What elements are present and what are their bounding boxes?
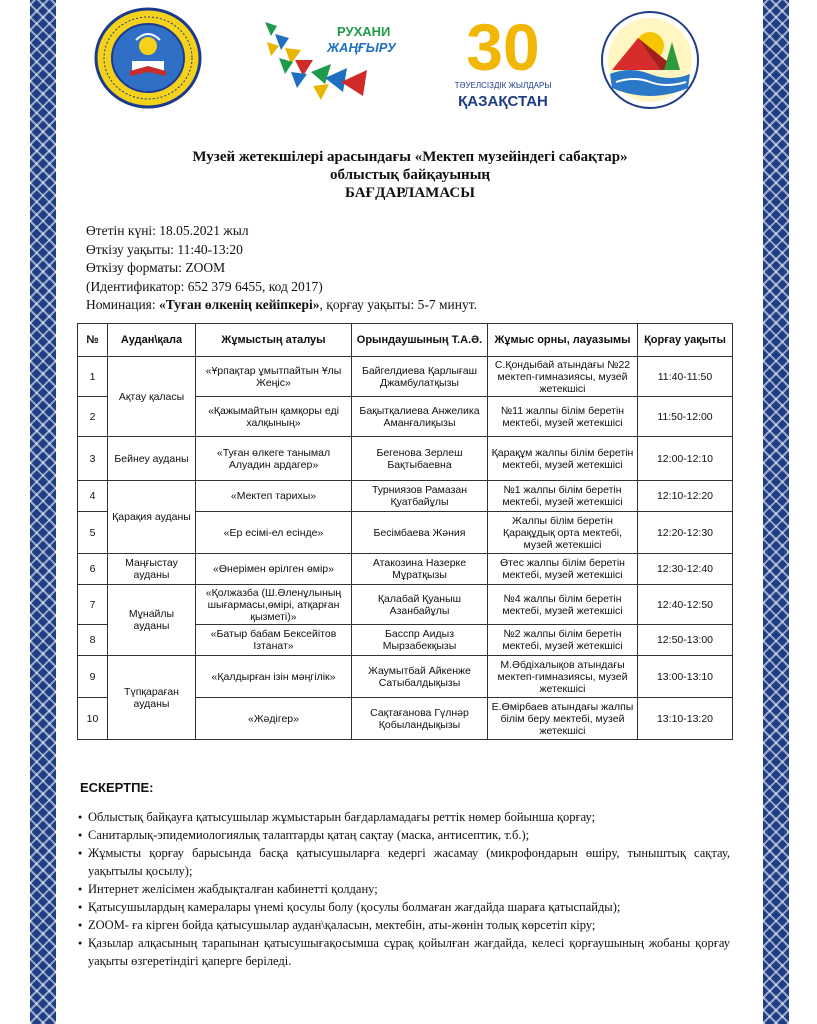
author-cell: Басспр Аидыз Мырзабекқызы (352, 625, 488, 656)
row-number: 2 (78, 397, 108, 437)
district-cell: Қарақия ауданы (108, 481, 196, 554)
author-cell: Сақтағанова Гүлнәр Қобыландықызы (352, 698, 488, 740)
table-header-row (78, 324, 733, 357)
note-item: ● Қазылар алқасының тарапынан қатысушығақосымша сұрақ қойылған жағдайда, келесі қорғаушының жобаны қорғау уақыты өзгеретіндігі қаперге беріледі. (78, 934, 730, 970)
table-row (78, 481, 733, 512)
svg-text:30: 30 (466, 10, 540, 84)
row-number: 8 (78, 625, 108, 656)
header-district: Аудан\қала (108, 324, 196, 357)
zoom-identifier: (Идентификатор: 652 379 6455, код 2017) (86, 278, 323, 294)
independence-30-years-logo (448, 8, 558, 112)
table-row (78, 357, 733, 397)
row-number: 5 (78, 512, 108, 554)
time-cell: 13:10-13:20 (638, 698, 733, 740)
event-format: Өткізу форматы: ZOOM (86, 260, 226, 275)
time-cell: 12:30-12:40 (638, 554, 733, 585)
row-number: 1 (78, 357, 108, 397)
title-line-1: Музей жетекшілері арасындағы «Мектеп музейіндегі сабақтар» (192, 149, 628, 165)
row-number: 4 (78, 481, 108, 512)
row-number: 9 (78, 656, 108, 698)
note-item: ● ZOOM- ға кірген бойда қатысушылар аудан\қаласын, мектебін, аты-жөнін толық көрсетіп кіру; (78, 916, 730, 934)
workplace-cell: Жалпы білім беретін Қарақұдық орта мектебі, музей жетекшісі (488, 512, 638, 554)
notes-list (78, 808, 730, 970)
author-cell: Байгелдиева Қарлығаш Джамбулатқызы (352, 357, 488, 397)
workplace-cell: М.Әбдіхалықов атындағы мектеп-гимназиясы, музей жетекшісі (488, 656, 638, 698)
header-work-title: Жұмыстың аталуы (196, 324, 352, 357)
nomination (86, 296, 477, 315)
row-number: 6 (78, 554, 108, 585)
work-title-cell: «Батыр бабам Бексейітов Ізтанат» (196, 625, 352, 656)
work-title-cell: «Мектеп тарихы» (196, 481, 352, 512)
logos-row (70, 6, 750, 116)
title-line-2: облыстық байқауының (329, 167, 491, 183)
nomination-name: «Туған өлкенің кейіпкері» (159, 297, 320, 312)
svg-text:РУХАНИ: РУХАНИ (337, 24, 391, 39)
header-author: Орындаушының Т.А.Ә. (352, 324, 488, 357)
time-cell: 12:20-12:30 (638, 512, 733, 554)
note-item: ● Қатысушылардың камералары үнемі қосулы болу (қосулы болмаған жағдайда шараға қатыспайды); (78, 898, 730, 916)
svg-text:ТӘУЕЛСІЗДІК ЖЫЛДАРЫ: ТӘУЕЛСІЗДІК ЖЫЛДАРЫ (454, 81, 552, 90)
author-cell: Жаумытбай Айкенже Сатыбалдықызы (352, 656, 488, 698)
table-row (78, 585, 733, 625)
author-cell: Атакозина Назерке Мұратқызы (352, 554, 488, 585)
nomination-prefix: Номинация: (86, 297, 160, 312)
tourism-nature-logo (598, 8, 702, 112)
time-cell: 12:10-12:20 (638, 481, 733, 512)
work-title-cell: «Қажымайтын қамқоры еді халқының» (196, 397, 352, 437)
table-row (78, 554, 733, 585)
event-info (86, 222, 477, 315)
rukhani-zhangyru-logo (255, 12, 405, 104)
title-line-3: БАҒДАРЛАМАСЫ (345, 185, 475, 201)
workplace-cell: С.Қондыбай атындағы №22 мектеп-гимназиясы, музей жетекшісі (488, 357, 638, 397)
row-number: 10 (78, 698, 108, 740)
author-cell: Қалабай Қуаныш Азанбайұлы (352, 585, 488, 625)
header-number: № (78, 324, 108, 357)
district-cell: Мұнайлы ауданы (108, 585, 196, 656)
workplace-cell: №4 жалпы білім беретін мектебі, музей жетекшісі (488, 585, 638, 625)
table-row (78, 656, 733, 698)
workplace-cell: №11 жалпы білім беретін мектебі, музей жетекшісі (488, 397, 638, 437)
nomination-suffix: , қорғау уақыты: 5-7 минут. (319, 297, 477, 312)
work-title-cell: «Ұрпақтар ұмытпайтын Ұлы Жеңіс» (196, 357, 352, 397)
note-item: ● Жұмысты қорғау барысында басқа қатысушыларға кедергі жасамау (микрофондарын өшіру, тыныштық сақтау, уақытылы қосылу); (78, 844, 730, 880)
notes-title: ЕСКЕРТПЕ: (80, 780, 154, 795)
ornament-border-left (30, 0, 56, 1024)
author-cell: Турниязов Рамазан Қуатбайұлы (352, 481, 488, 512)
time-cell: 12:50-13:00 (638, 625, 733, 656)
event-date: Өтетін күні: 18.05.2021 жыл (86, 223, 249, 238)
program-table (77, 323, 733, 740)
header-defense-time: Қорғау уақыты (638, 324, 733, 357)
district-cell: Ақтау қаласы (108, 357, 196, 437)
work-title-cell: «Қалдырған ізін мәңгілік» (196, 656, 352, 698)
workplace-cell: Е.Өмірбаев атындағы жалпы білім беру мектебі, музей жетекшісі (488, 698, 638, 740)
work-title-cell: «Туған өлкеге танымал Алуадин ардагер» (196, 437, 352, 481)
ornament-border-right (763, 0, 789, 1024)
time-cell: 12:40-12:50 (638, 585, 733, 625)
workplace-cell: Өтес жалпы білім беретін мектебі, музей жетекшісі (488, 554, 638, 585)
svg-text:ҚАЗАҚСТАН: ҚАЗАҚСТАН (458, 93, 548, 110)
table-row (78, 437, 733, 481)
workplace-cell: Қарақұм жалпы білім беретін мектебі, музей жетекшісі (488, 437, 638, 481)
work-title-cell: «Қолжазба (Ш.Әленұлының шығармасы,өмірі, атқарған қызметі)» (196, 585, 352, 625)
row-number: 7 (78, 585, 108, 625)
time-cell: 11:40-11:50 (638, 357, 733, 397)
workplace-cell: №1 жалпы білім беретін мектебі, музей жетекшісі (488, 481, 638, 512)
district-cell: Бейнеу ауданы (108, 437, 196, 481)
svg-text:ЖАҢҒЫРУ: ЖАҢҒЫРУ (327, 40, 396, 55)
event-time: Өткізу уақыты: 11:40-13:20 (86, 241, 243, 257)
time-cell: 11:50-12:00 (638, 397, 733, 437)
workplace-cell: №2 жалпы білім беретін мектебі, музей жетекшісі (488, 625, 638, 656)
education-department-seal-logo (92, 6, 204, 110)
author-cell: Бесімбаева Жәния (352, 512, 488, 554)
work-title-cell: «Өнерімен өрілген өмір» (196, 554, 352, 585)
time-cell: 13:00-13:10 (638, 656, 733, 698)
note-item: ● Интернет желісімен жабдықталған кабинетті қолдану; (78, 880, 730, 898)
author-cell: Бақытқалиева Анжелика Аманғалиқызы (352, 397, 488, 437)
author-cell: Бегенова Зерлеш Бақтыбаевна (352, 437, 488, 481)
note-item: ● Облыстық байқауға қатысушылар жұмыстарын бағдарламадағы реттік нөмер бойынша қорғау; (78, 808, 730, 826)
district-cell: Түпқараған ауданы (108, 656, 196, 740)
header-workplace: Жұмыс орны, лауазымы (488, 324, 638, 357)
row-number: 3 (78, 437, 108, 481)
document-title (80, 148, 740, 202)
district-cell: Маңғыстау ауданы (108, 554, 196, 585)
work-title-cell: «Жәдігер» (196, 698, 352, 740)
time-cell: 12:00-12:10 (638, 437, 733, 481)
note-item: ● Санитарлық-эпидемиологиялық талаптарды қатаң сақтау (маска, антисептик, т.б.); (78, 826, 730, 844)
work-title-cell: «Ер есімі-ел есінде» (196, 512, 352, 554)
